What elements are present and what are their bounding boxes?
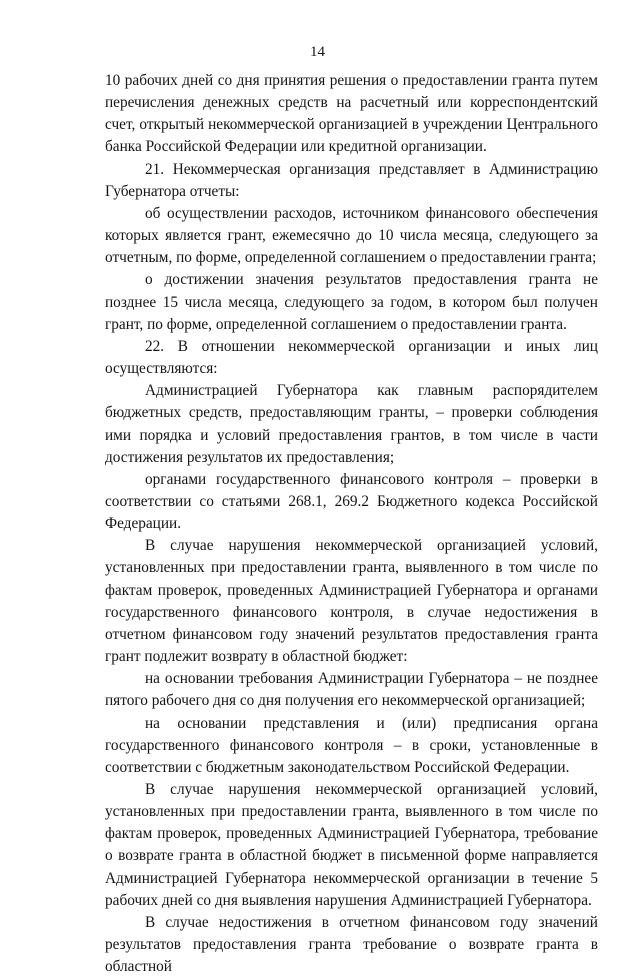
paragraph: 10 рабочих дней со дня принятия решения о предоставлении гранта путем перечисления денежных средств на расчетный или корреспондентский счет, открытый некоммерческой организацией в учреждении Центрального банка Российской Федерации или кредитной организации.	[105, 72, 598, 156]
paragraph: органами государственного финансового контроля – проверки в соответствии со статьями 268.1, 269.2 Бюджетного кодекса Российской Федерации.	[105, 470, 598, 533]
paragraph: о достижении значения результатов предоставления гранта не позднее 15 числа месяца, следующего за годом, в котором был получен грант, по форме, определенной соглашением о предоставлении гранта.	[105, 271, 598, 333]
page-number: 14	[310, 44, 325, 60]
document-body	[105, 70, 598, 978]
paragraph: на основании представления и (или) предписания органа государственного финансового контроля – в сроки, установленные в соответствии с бюджетным законодательством Российской Федерации.	[105, 714, 598, 776]
paragraph: об осуществлении расходов, источником финансового обеспечения которых является грант, ежемесячно до 10 числа месяца, следующего за отчетным, по форме, определенной соглашением о предоставлении гранта;	[105, 204, 598, 267]
paragraph: В случае нарушения некоммерческой организацией условий, установленных при предоставлении гранта, выявленного в том числе по фактам проверок, проведенных Администрацией Губернатора, требование о возврате гранта в областной бюджет в письменной форме направляется Администрацией Губернатора некоммерческой организации в течение 5 рабочих дней со дня выявления нарушения Администрацией Губернатора.	[105, 781, 598, 909]
paragraph-clause-21: 21. Некоммерческая организация представляет в Администрацию Губернатора отчеты:	[105, 160, 598, 200]
paragraph-clause-22: 22. В отношении некоммерческой организации и иных лиц осуществляются:	[105, 337, 598, 378]
paragraph: Администрацией Губернатора как главным распорядителем бюджетных средств, предоставляющим гранты, – проверки соблюдения ими порядка и условий предоставления грантов, в том числе в части достижения результатов их предоставления;	[105, 382, 598, 466]
paragraph: на основании требования Администрации Губернатора – не позднее пятого рабочего дня со дня получения его некоммерческой организацией;	[105, 670, 598, 710]
paragraph: В случае нарушения некоммерческой организацией условий, установленных при предоставлении гранта, выявленного в том числе по фактам проверок, проведенных Администрацией Губернатора и органами государственного финансового контроля, в случае недостижения в отчетном финансовом году значений результатов предоставления гранта грант подлежит возврату в областной бюджет:	[105, 537, 598, 666]
paragraph-continued: В случае недостижения в отчетном финансовом году значений результатов предоставления гранта требование о возврате гранта в областной	[105, 913, 598, 976]
